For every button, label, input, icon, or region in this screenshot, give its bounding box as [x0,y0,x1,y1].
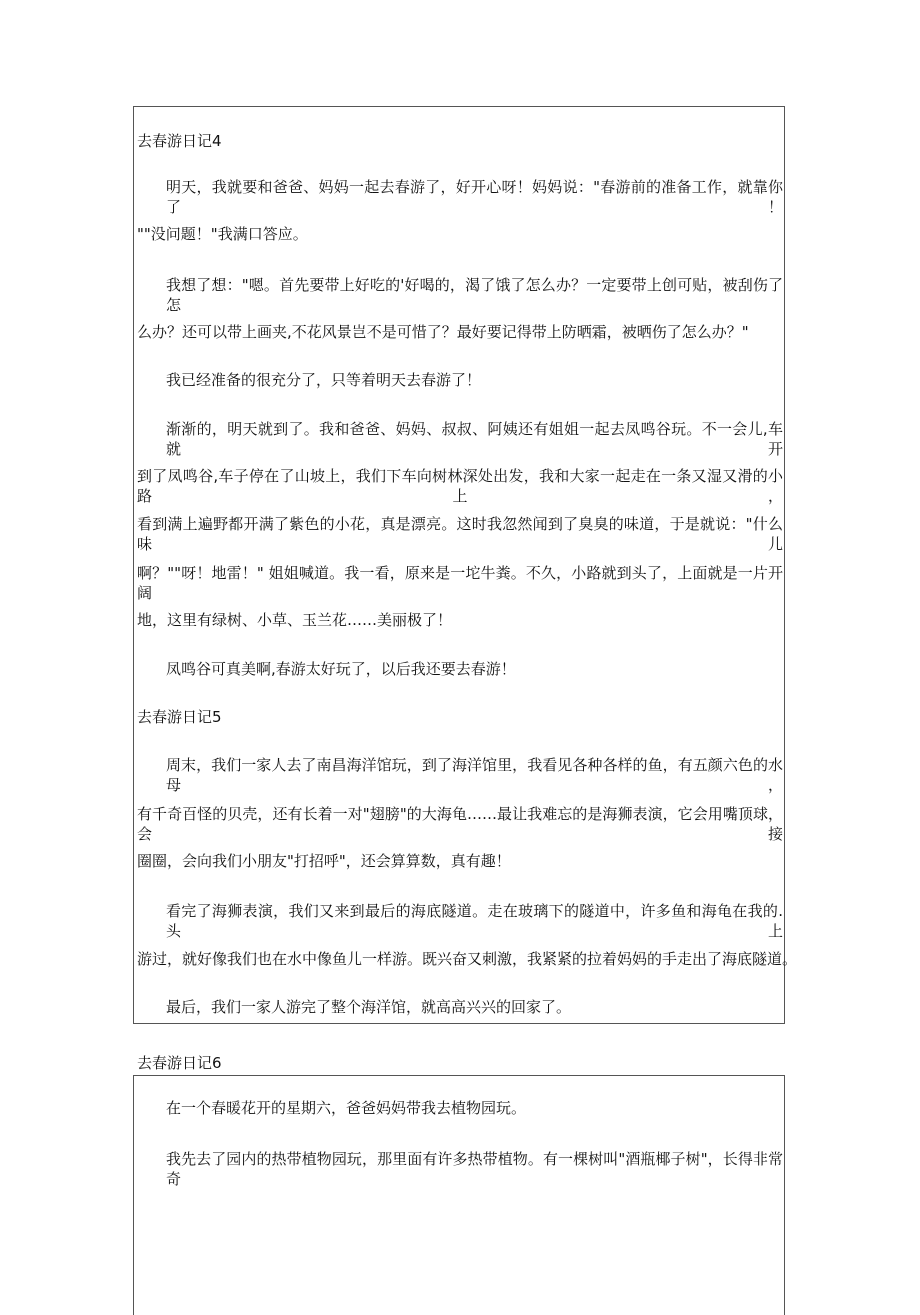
paragraph-line: 我已经准备的很充分了，只等着明天去春游了！ [166,371,482,389]
entry-title: 去春游日记4 [137,132,222,150]
paragraph-line: 最后，我们一家人游完了整个海洋馆，就高高兴兴的回家了。 [166,998,572,1016]
paragraph-line: 到了凤鸣谷,车子停在了山坡上，我们下车向树林深处出发，我和大家一起走在一条又湿又滑的小路上， [137,467,783,505]
paragraph-line: 看完了海狮表演，我们又来到最后的海底隧道。走在玻璃下的隧道中，许多鱼和海龟在我的.头上 [166,902,783,940]
entry-title: 去春游日记5 [137,708,222,726]
paragraph-line: 啊？""呀！地雷！" 姐姐喊道。我一看，原来是一坨牛粪。不久，小路就到头了，上面就是一片开阔 [137,564,783,602]
paragraph-line: ""没问题！"我满口答应。 [137,225,308,243]
paragraph-line: 我想了想："嗯。首先要带上好吃的'好喝的，渴了饿了怎么办？一定要带上创可贴，被刮伤了怎 [166,276,783,314]
paragraph-line: 有千奇百怪的贝壳，还有长着一对"翅膀"的大海龟……最让我难忘的是海狮表演，它会用嘴顶球，会接 [137,805,783,843]
paragraph-line: 圈圈，会向我们小朋友"打招呼"，还会算算数，真有趣！ [137,852,511,870]
entry-title: 去春游日记6 [137,1054,222,1072]
paragraph-line: 明天，我就要和爸爸、妈妈一起去春游了，好开心呀！妈妈说："春游前的准备工作，就靠你了！ [166,178,783,216]
paragraph-line: 周末，我们一家人去了南昌海洋馆玩，到了海洋馆里，我看见各种各样的鱼，有五颜六色的水母， [166,756,783,794]
paragraph-line: 游过，就好像我们也在水中像鱼儿一样游。既兴奋又刺激，我紧紧的拉着妈妈的手走出了海底隧道。 [137,950,798,968]
paragraph-line: 渐渐的，明天就到了。我和爸爸、妈妈、叔叔、阿姨还有姐姐一起去凤鸣谷玩。不一会儿,车就开 [166,420,783,458]
paragraph-line: 在一个春暖花开的星期六，爸爸妈妈带我去植物园玩。 [166,1099,527,1117]
paragraph-line: 么办？还可以带上画夹,不花风景岂不是可惜了？最好要记得带上防晒霜，被晒伤了怎么办？" [137,323,749,341]
paragraph-line: 看到满上遍野都开满了紫色的小花，真是漂亮。这时我忽然闻到了臭臭的味道，于是就说："什么味儿 [137,515,783,553]
paragraph-line: 凤鸣谷可真美啊,春游太好玩了，以后我还要去春游！ [166,660,516,678]
paragraph-line: 地，这里有绿树、小草、玉兰花……美丽极了！ [137,611,453,629]
paragraph-line: 我先去了园内的热带植物园玩，那里面有许多热带植物。有一棵树叫"酒瓶椰子树"，长得非常奇 [166,1150,783,1188]
